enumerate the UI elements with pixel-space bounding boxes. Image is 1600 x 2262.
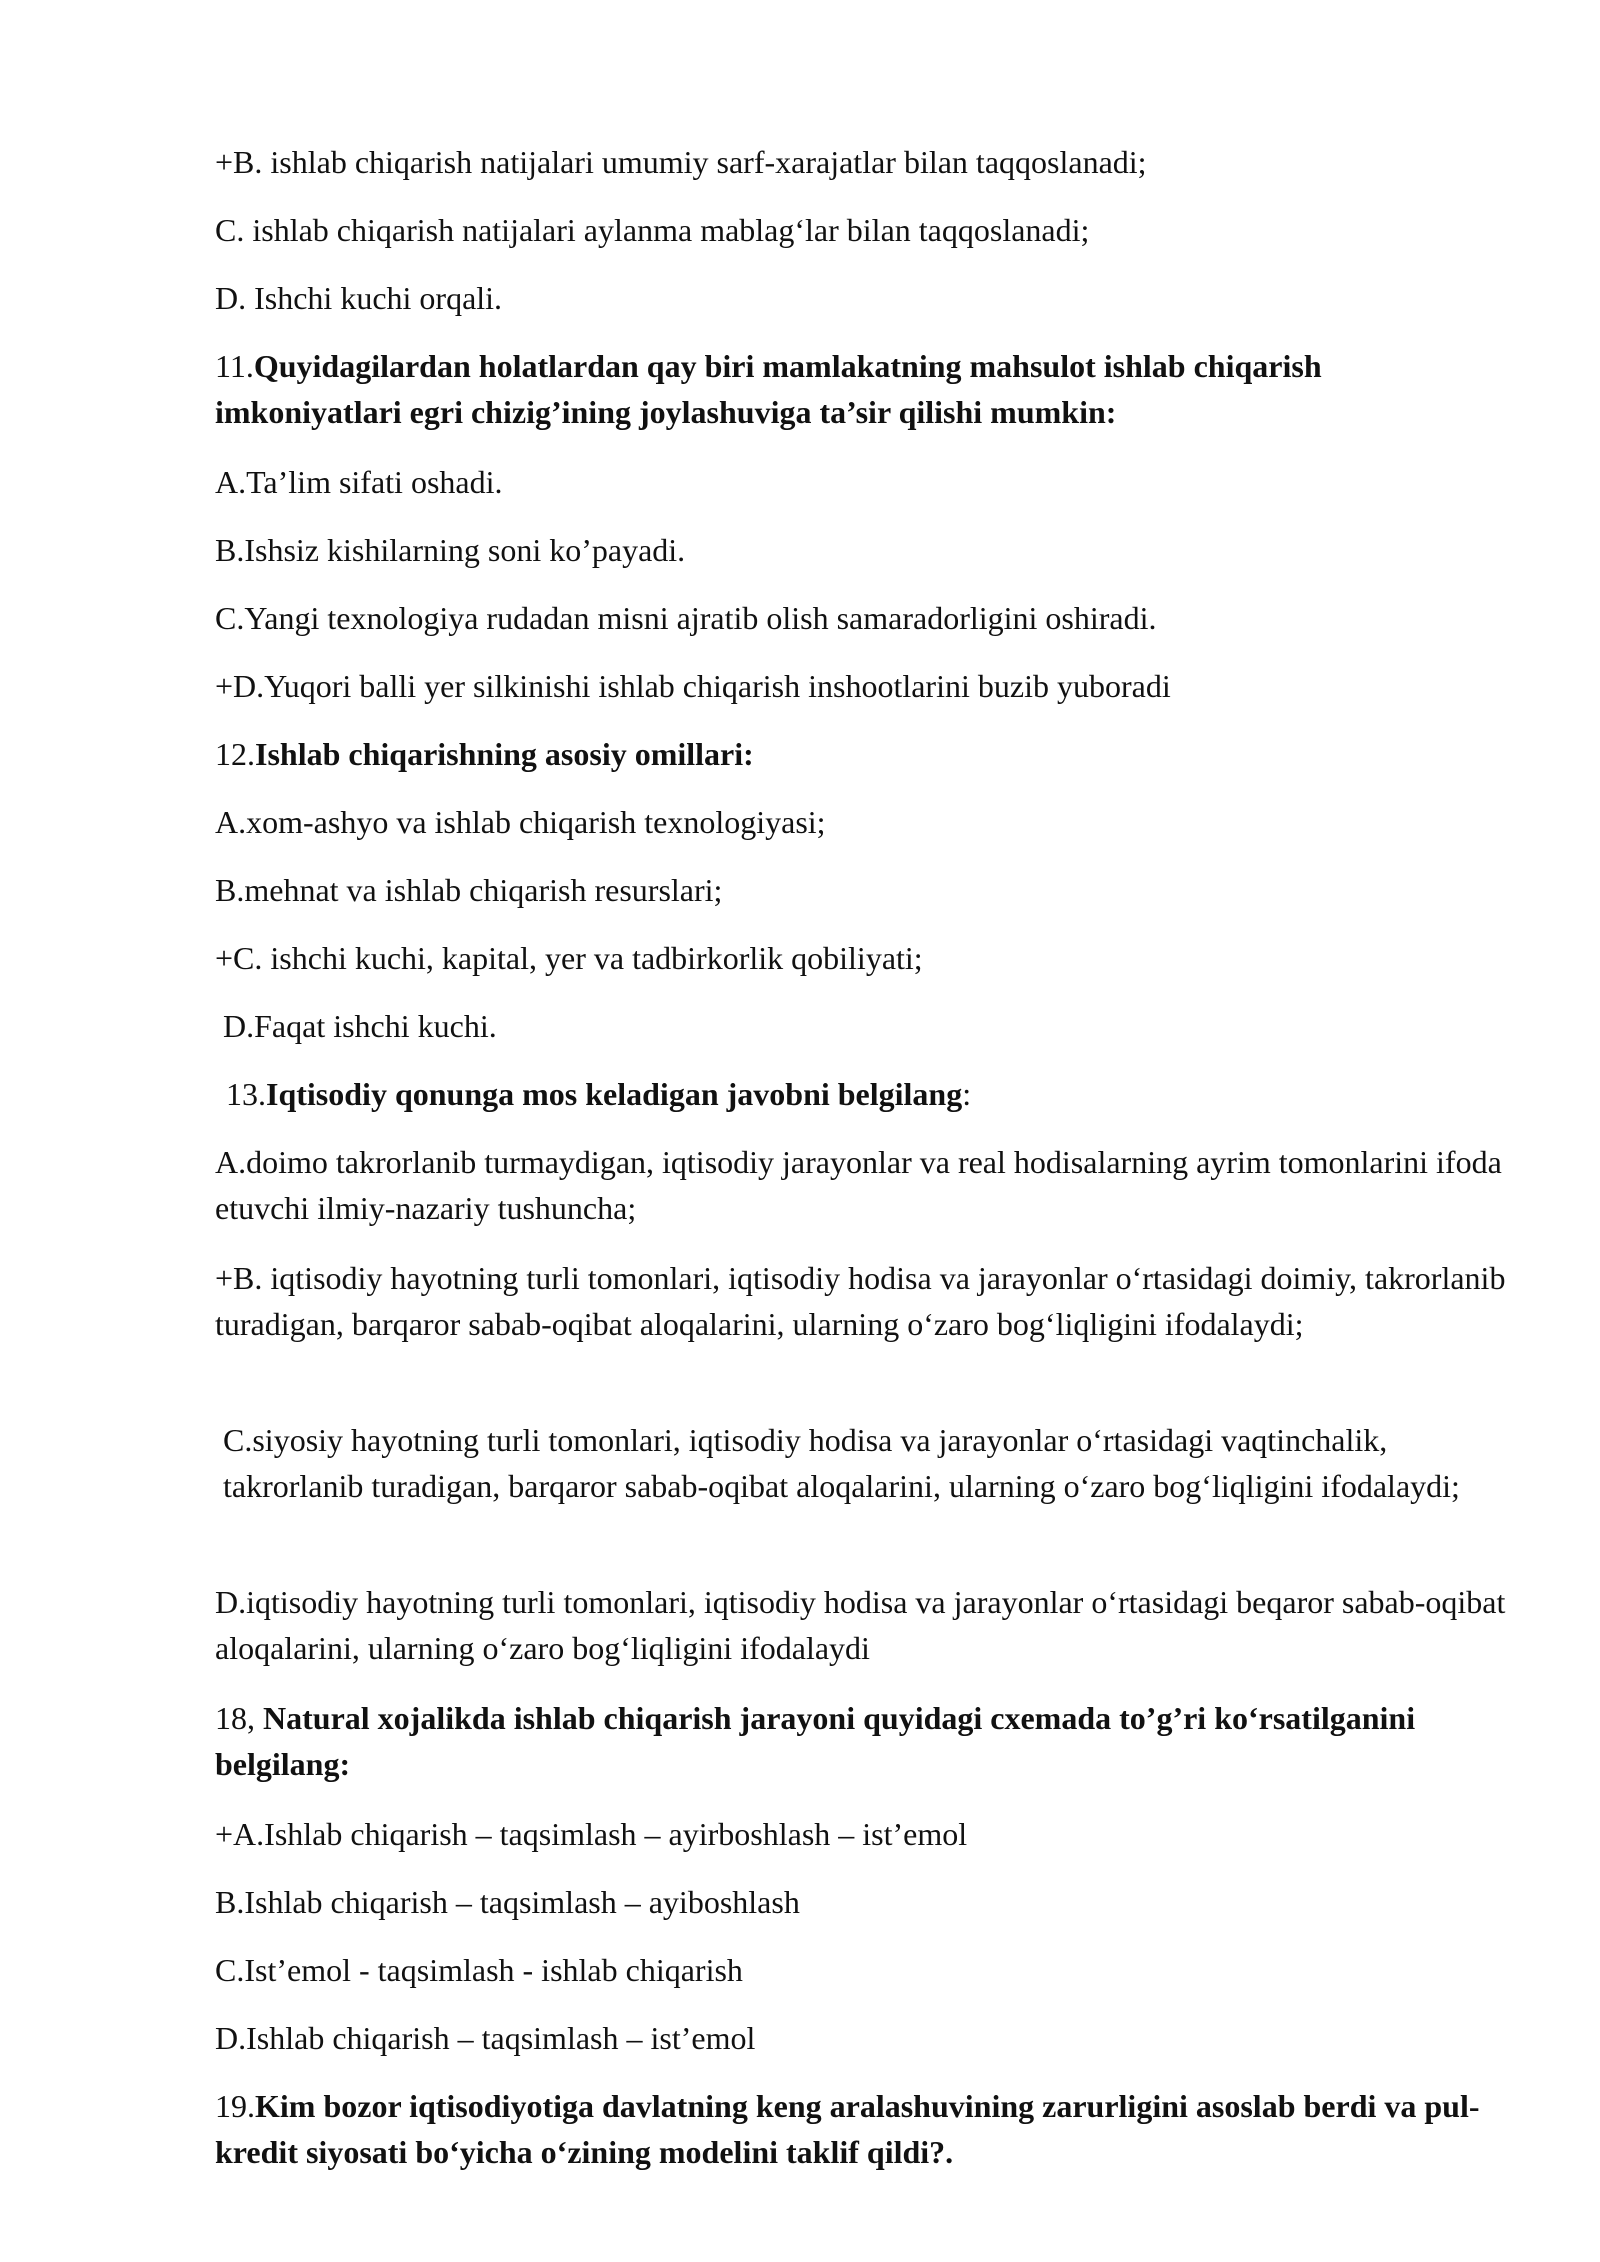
question-11 [215, 343, 1515, 435]
question-number: 19. [215, 2088, 255, 2124]
question-19 [215, 2083, 1515, 2175]
question-number: 12. [215, 736, 255, 772]
question-13 [226, 1071, 1526, 1117]
answer-c-q13: C.siyosiy hayotning turli tomonlari, iqtisodiy hodisa va jarayonlar o‘rtasidagi vaqtinchalik, takrorlanib turadigan, barqaror sabab-oqibat aloqalarini, ularning o‘zaro bog‘liqligini ifodalaydi; [223, 1422, 1460, 1504]
question-12 [215, 731, 1515, 777]
question-text: Iqtisodiy qonunga mos keladigan javobni belgilang [266, 1076, 963, 1112]
answer-d-q11: +D.Yuqori balli yer silkinishi ishlab chiqarish inshootlarini buzib yuboradi [215, 668, 1171, 704]
answer-c-q11: C.Yangi texnologiya rudadan misni ajratib olish samaradorligini oshiradi. [215, 600, 1157, 636]
question-text: Quyidagilardan holatlardan qay biri mamlakatning mahsulot ishlab chiqarish imkoniyatlari egri chizig’ining joylashuviga ta’sir qilishi mumkin: [215, 348, 1322, 430]
question-text: Ishlab chiqarishning asosiy omillari: [255, 736, 754, 772]
question-18 [215, 1695, 1515, 1787]
question-number: 18, [215, 1700, 263, 1736]
answer-a-q13: A.doimo takrorlanib turmaydigan, iqtisodiy jarayonlar va real hodisalarning ayrim tomonlarini ifoda etuvchi ilmiy-nazariy tushuncha; [215, 1144, 1502, 1226]
answer-a-q12: A.xom-ashyo va ishlab chiqarish texnologiyasi; [215, 804, 826, 840]
answer-d-q18: D.Ishlab chiqarish – taqsimlash – ist’emol [215, 2020, 756, 2056]
answer-b-q13: +B. iqtisodiy hayotning turli tomonlari, iqtisodiy hodisa va jarayonlar o‘rtasidagi doimiy, takrorlanib turadigan, barqaror sabab-oqibat aloqalarini, ularning o‘zaro bog‘liqligini ifodalaydi; [215, 1260, 1506, 1342]
answer-c-q12: +C. ishchi kuchi, kapital, yer va tadbirkorlik qobiliyati; [215, 940, 923, 976]
answer-a-q11: A.Ta’lim sifati oshadi. [215, 464, 503, 500]
answer-c-q18: C.Ist’emol - taqsimlash - ishlab chiqarish [215, 1952, 743, 1988]
question-colon: : [962, 1076, 972, 1112]
answer-c-q10: C. ishlab chiqarish natijalari aylanma mablag‘lar bilan taqqoslanadi; [215, 212, 1090, 248]
answer-a-q18: +A.Ishlab chiqarish – taqsimlash – ayirboshlash – ist’emol [215, 1816, 968, 1852]
answer-b-q11: B.Ishsiz kishilarning soni ko’payadi. [215, 532, 686, 568]
answer-d-q10: D. Ishchi kuchi orqali. [215, 280, 503, 316]
question-number: 13. [226, 1076, 266, 1112]
answer-d-q12: D.Faqat ishchi kuchi. [223, 1008, 497, 1044]
question-number: 11. [215, 348, 254, 384]
question-text: Kim bozor iqtisodiyotiga davlatning keng aralashuvining zarurligini asoslab berdi va pul-kredit siyosati bo‘yicha o‘zining modelini taklif qildi?. [215, 2088, 1480, 2170]
question-text: Natural xojalikda ishlab chiqarish jarayoni quyidagi cxemada to’g’ri ko‘rsatilganini belgilang: [215, 1700, 1416, 1782]
answer-d-q13: D.iqtisodiy hayotning turli tomonlari, iqtisodiy hodisa va jarayonlar o‘rtasidagi beqaror sabab-oqibat aloqalarini, ularning o‘zaro bog‘liqligini ifodalaydi [215, 1584, 1506, 1666]
answer-b-q10: +B. ishlab chiqarish natijalari umumiy sarf-xarajatlar bilan taqqoslanadi; [215, 144, 1147, 180]
answer-b-q18: B.Ishlab chiqarish – taqsimlash – ayiboshlash [215, 1884, 800, 1920]
answer-b-q12: B.mehnat va ishlab chiqarish resurslari; [215, 872, 723, 908]
